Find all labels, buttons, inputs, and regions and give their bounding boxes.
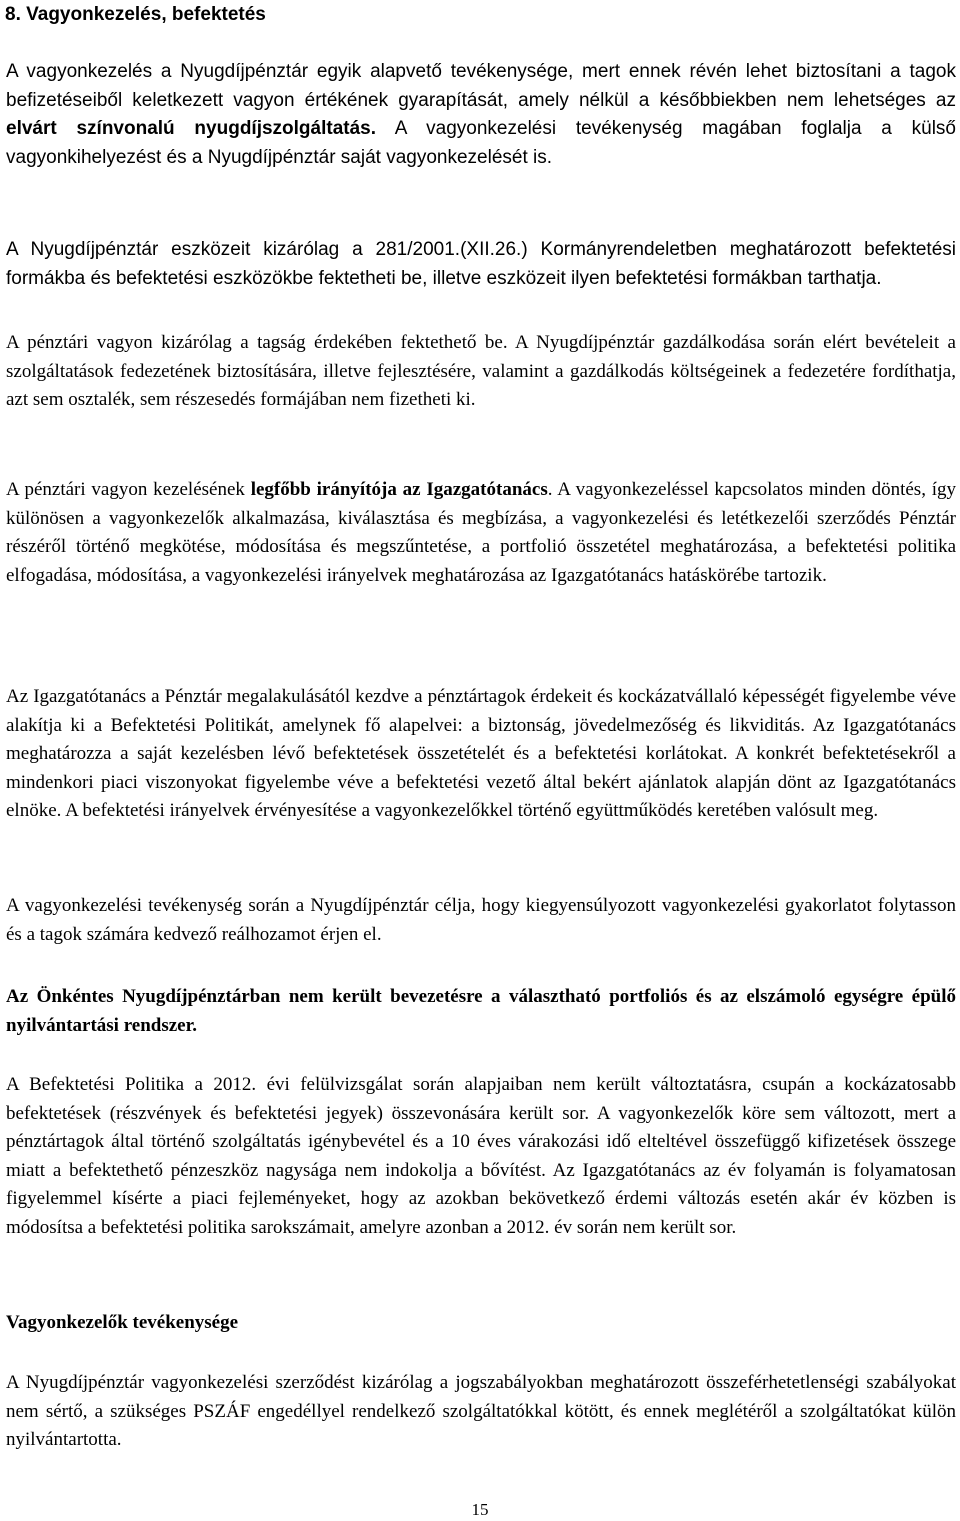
text-run: A vagyonkezelési tevékenység magában foglalja a külső vagyonkihelyezést és a Nyugdíjpénztár saját vagyonkezelését is. [6,118,956,168]
text-run: . A vagyonkezeléssel kapcsolatos minden döntés, így különösen a vagyonkezelők alkalmazása, kiválasztása és megbízása, a vagyonkezelési és letétkezelői szerződés Pénztár részéről történő megkötése, módosítása és megszűntetése, a portfolió összetétel meghatározása, a befektetési politika elfogadása, módosítása, a vagyonkezelési irányelvek meghatározása az Igazgatótanács hatáskörébe tartozik. [6,479,957,586]
subheading-vagyonkezelok: Vagyonkezelők tevékenysége [6,1312,239,1333]
paragraph-portfolio-note: Az Önkéntes Nyugdíjpénztárban nem került bevezetésre a választható portfoliós és az elszámoló egységre épülő nyilvántartási rendszer. [6,986,956,1036]
text-run: A pénztári vagyon kezelésének [6,479,251,500]
bold-text-run: legfőbb irányítója az Igazgatótanács [250,479,548,500]
paragraph-eszkozok: A Nyugdíjpénztár eszközeit kizárólag a 281/2001.(XII.26.) Kormányrendeletben meghatározott befektetési formákba és befektetési eszközökbe fektetheti be, illetve eszközeit ilyen befektetési formákban tarthatja. [6,239,956,289]
text-run: A vagyonkezelés a Nyugdíjpénztár egyik alapvető tevékenysége, mert ennek révén lehet biztosítani a tagok befizetéseiből keletkezett vagyon értékének gyarapítását, amely nélkül a későbbiekben nem lehetséges az [6,61,956,111]
paragraph-befektetesi-politika: Az Igazgatótanács a Pénztár megalakulásától kezdve a pénztártagok érdekeit és kockázatvállaló képességét figyelembe véve alakítja ki a Befektetési Politikát, amelynek fő alapelvei: a biztonság, jövedelmezőség és likviditás. Az Igazgatótanács meghatározza a saját kezelésben lévő befektetések összetételét és a befektetési korlátokat. A konkrét befektetésekről a mindenkori piaci viszonyokat figyelembe véve a befektetési vezető által bekért ajánlatok alapján dönt az Igazgatótanács elnöke. A befektetési irányelvek érvényesítése a vagyonkezelőkkel történő együttműködés keretében valósult meg. [6,686,956,822]
paragraph-vagyonkezeles-intro [6,58,956,172]
paragraph-vagyonkezelesi-cel: A vagyonkezelési tevékenység során a Nyugdíjpénztár célja, hogy kiegyensúlyozott vagyonkezelési gyakorlatot folytasson és a tagok számára kedvező reálhozamot érjen el. [6,895,956,945]
bold-text-run: elvárt színvonalú nyugdíjszolgáltatás. [6,118,377,140]
section-heading: 8. Vagyonkezelés, befektetés [5,4,266,25]
paragraph-vagyonkezelesi-szerzodes: A Nyugdíjpénztár vagyonkezelési szerződést kizárólag a jogszabályokban meghatározott összeférhetetlenségi szabályokat nem sértő, a szükséges PSZÁF engedéllyel rendelkező szolgáltatókkal kötött, és ennek meglétéről a szolgáltatókat külön nyilvántartotta. [6,1372,956,1451]
page-number: 15 [471,1500,489,1519]
paragraph-penztari-vagyon: A pénztári vagyon kizárólag a tagság érdekében fektethető be. A Nyugdíjpénztár gazdálkodása során elért bevételeit a szolgáltatások fedezetének biztosítására, illetve fejlesztésére, valamint a gazdálkodás költségeinek a fedezetére fordíthatja, azt sem osztalék, sem részesedés formájában nem fizetheti ki. [6,332,956,411]
paragraph-igazgatotanacs-iranyitas [6,476,956,590]
paragraph-politika-2012: A Befektetési Politika a 2012. évi felülvizsgálat során alapjaiban nem került változtatásra, csupán a kockázatosabb befektetések (részvények és befektetési jegyek) összevonására került sor. A vagyonkezelők köre sem változott, mert a pénztártagok által történő szolgáltatás igénybevétel és a 10 éves várakozási idő elteltével összefüggő kifizetések összege miatt a befektethető pénzeszköz nagysága nem indokolja a bővítést. Az Igazgatótanács az év folyamán is folyamatosan figyelemmel kísérte a piaci fejleményeket, hogy az azokban bekövetkező érdemi változás esetén akár év közben is módosítsa a befektetési politika sarokszámait, amelyre azonban a 2012. év során nem került sor. [6,1074,956,1238]
